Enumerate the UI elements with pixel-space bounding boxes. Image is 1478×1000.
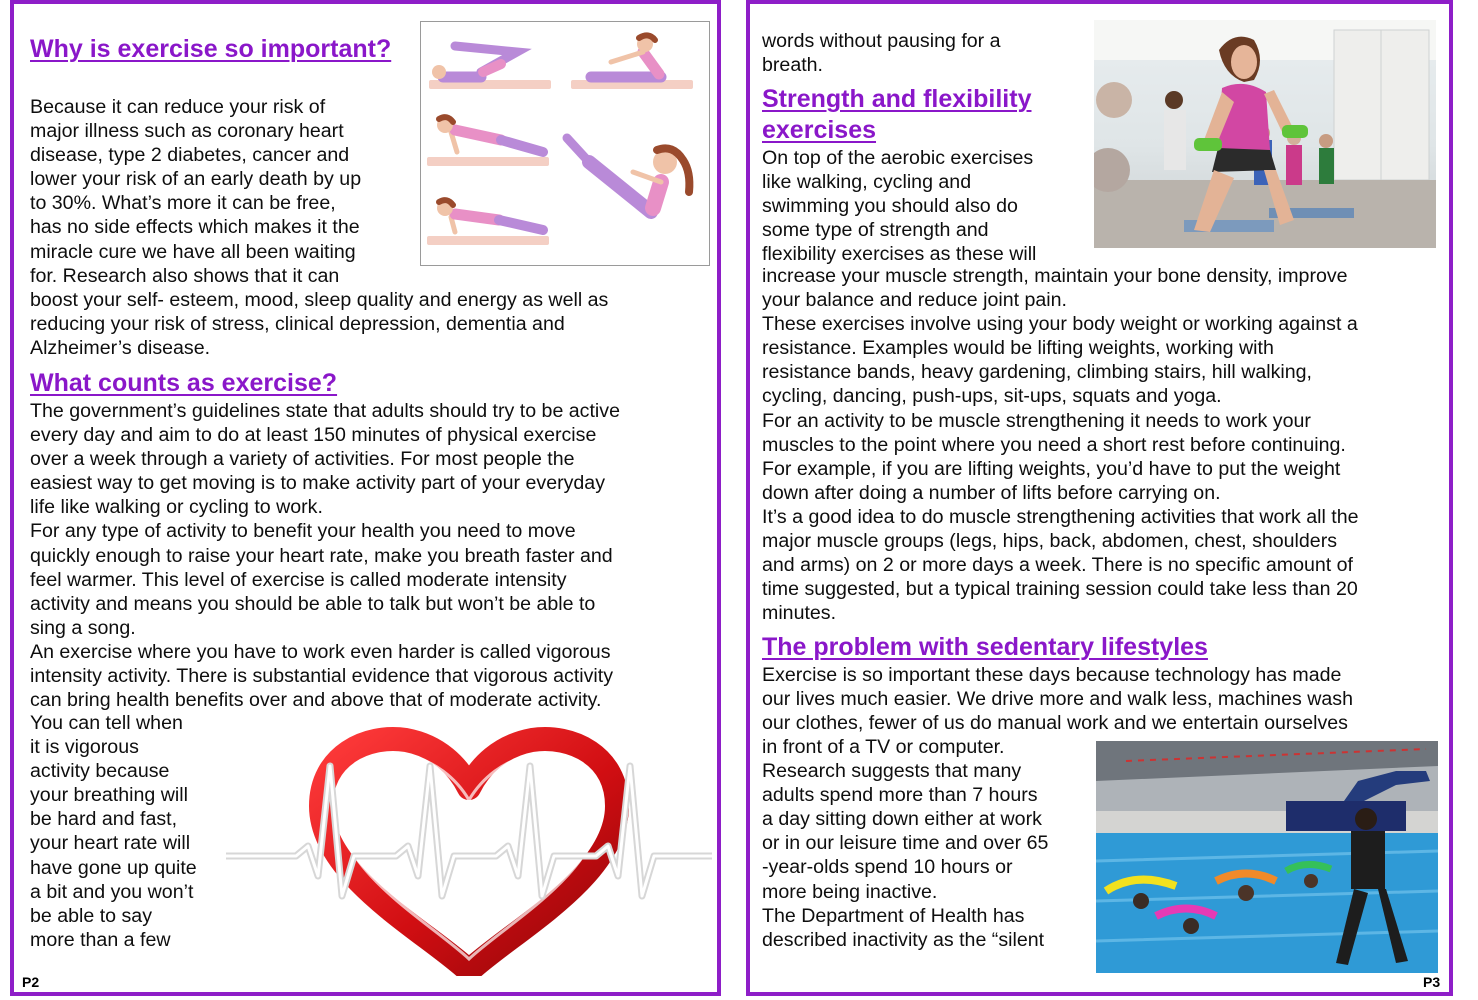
page-p3	[746, 0, 1453, 996]
text-line: cycling, dancing, push-ups, sit-ups, squats and yoga.	[762, 385, 1222, 408]
text-line: flexibility exercises as these will	[762, 243, 1037, 266]
text-line: disease, type 2 diabetes, cancer and	[30, 144, 350, 167]
aqua-aerobics-photo	[1096, 741, 1438, 973]
text-line: intensity activity. There is substantial evidence that vigorous activity	[30, 665, 614, 688]
text-line: miracle cure we have all been waiting	[30, 240, 356, 263]
page-number: P3	[1423, 974, 1441, 990]
text-line: increase your muscle strength, maintain your bone density, improve	[762, 265, 1348, 287]
text-line: For any type of activity to benefit your health you need to move	[30, 520, 576, 543]
text-line: or in our leisure time and over 65	[762, 832, 1049, 855]
strength-section	[762, 84, 1092, 266]
text-line: For an activity to be muscle strengthening it needs to work your	[762, 409, 1311, 432]
sedentary-section	[762, 632, 1442, 735]
text-line: -year-olds spend 10 hours or	[762, 856, 1013, 879]
text-line: breath.	[762, 54, 824, 77]
text-line: a day sitting down either at work	[762, 808, 1042, 831]
text-line: your balance and reduce joint pain.	[762, 289, 1068, 312]
counts-section	[30, 368, 710, 712]
text-line: sing a song.	[30, 616, 136, 639]
text-line: more being inactive.	[762, 880, 938, 903]
sedentary-body	[762, 735, 1092, 952]
text-line: boost your self- esteem, mood, sleep quality and energy as well as	[30, 288, 609, 311]
text-line: major illness such as coronary heart	[30, 120, 344, 143]
yoga-poses-illustration	[420, 21, 710, 266]
strength-body	[762, 264, 1442, 625]
forward-fold-pose	[591, 35, 661, 77]
text-line: words without pausing for a	[762, 30, 1001, 52]
text-line: Alzheimer’s disease.	[30, 336, 211, 359]
right-top-text	[762, 29, 1092, 77]
text-line: It’s a good idea to do muscle strengthening activities that work all the	[762, 505, 1359, 528]
why-section	[30, 34, 430, 65]
text-line: be able to say	[30, 904, 153, 927]
heading-sedentary: The problem with sedentary lifestyles	[762, 633, 1208, 661]
yoga-poses-svg	[421, 22, 709, 265]
text-line: time suggested, but a typical training session could take less than 20	[762, 578, 1358, 601]
page-p2	[10, 0, 721, 996]
plough-pose	[432, 46, 517, 79]
text-line: a bit and you won’t	[30, 880, 194, 903]
text-line: Exercise is so important these days because technology has made	[762, 664, 1342, 686]
text-line: your heart rate will	[30, 832, 191, 855]
text-line: minutes.	[762, 602, 837, 625]
text-line: our lives much easier. We drive more and walk less, machines wash	[762, 688, 1353, 711]
heading-what-counts: What counts as exercise?	[30, 369, 338, 397]
text-line: Research suggests that many	[762, 760, 1022, 783]
text-line: can bring health benefits over and above that of moderate activity.	[30, 689, 602, 712]
text-line: lower your risk of an early death by up	[30, 168, 362, 191]
heading-why-exercise: Why is exercise so important?	[30, 35, 392, 63]
text-line: over a week through a variety of activities. For most people the	[30, 448, 575, 471]
text-line: some type of strength and	[762, 219, 989, 242]
text-line: be hard and fast,	[30, 808, 178, 831]
text-line: your breathing will	[30, 784, 188, 807]
text-line: described inactivity as the “silent	[762, 928, 1045, 951]
text-line: resistance bands, heavy gardening, climbing stairs, hill walking,	[762, 361, 1312, 384]
text-line: has no side effects which makes it the	[30, 216, 360, 239]
text-line: On top of the aerobic exercises	[762, 147, 1034, 169]
text-line: for. Research also shows that it can	[30, 264, 340, 287]
text-line: reducing your risk of stress, clinical depression, dementia and	[30, 312, 565, 335]
text-line: our clothes, fewer of us do manual work and we entertain ourselves	[762, 712, 1348, 735]
text-line: resistance. Examples would be lifting weights, working with	[762, 337, 1274, 360]
text-line: every day and aim to do at least 150 minutes of physical exercise	[30, 424, 597, 447]
aqua-aerobics-svg	[1096, 741, 1438, 973]
text-line: These exercises involve using your body weight or working against a	[762, 313, 1358, 336]
text-line: The government’s guidelines state that adults should try to be active	[30, 400, 620, 422]
text-line: down after doing a number of lifts before carrying on.	[762, 481, 1221, 504]
vigorous-body	[30, 711, 230, 952]
heart-ecg-svg	[226, 726, 712, 976]
text-line: easiest way to get moving is to make activity part of your everyday	[30, 472, 606, 495]
heart-ecg-illustration	[226, 726, 712, 976]
text-line: feel warmer. This level of exercise is called moderate intensity	[30, 568, 567, 591]
text-line: it is vigorous	[30, 736, 139, 759]
gym-class-photo	[1094, 20, 1436, 248]
page-number: P2	[22, 974, 40, 990]
text-line: in front of a TV or computer.	[762, 736, 1005, 758]
text-line: Because it can reduce your risk of	[30, 96, 326, 118]
heading-strength-flexibility: Strength and flexibility exercises	[762, 85, 1032, 144]
text-line: An exercise where you have to work even harder is called vigorous	[30, 640, 611, 663]
text-line: adults spend more than 7 hours	[762, 784, 1038, 807]
text-line: activity because	[30, 760, 170, 783]
text-line: more than a few	[30, 928, 171, 951]
text-line: You can tell when	[30, 712, 183, 734]
text-line: life like walking or cycling to work.	[30, 496, 323, 519]
text-line: and arms) on 2 or more days a week. There is no specific amount of	[762, 554, 1353, 577]
boat-pose	[567, 138, 689, 212]
low-plank-pose	[437, 200, 543, 232]
text-line: major muscle groups (legs, hips, back, abdomen, chest, shoulders	[762, 530, 1338, 553]
text-line: swimming you should also do	[762, 195, 1018, 218]
text-line: muscles to the point where you need a short rest before continuing.	[762, 433, 1346, 456]
text-line: activity and means you should be able to talk but won’t be able to	[30, 592, 596, 615]
text-line: quickly enough to raise your heart rate, make you breath faster and	[30, 544, 613, 567]
text-line: The Department of Health has	[762, 904, 1025, 927]
plank-pose	[437, 117, 543, 152]
text-line: to 30%. What’s more it can be free,	[30, 192, 336, 215]
gym-class-svg	[1094, 20, 1436, 248]
text-line: For example, if you are lifting weights, you’d have to put the weight	[762, 457, 1341, 480]
text-line: like walking, cycling and	[762, 171, 972, 194]
text-line: have gone up quite	[30, 856, 197, 879]
